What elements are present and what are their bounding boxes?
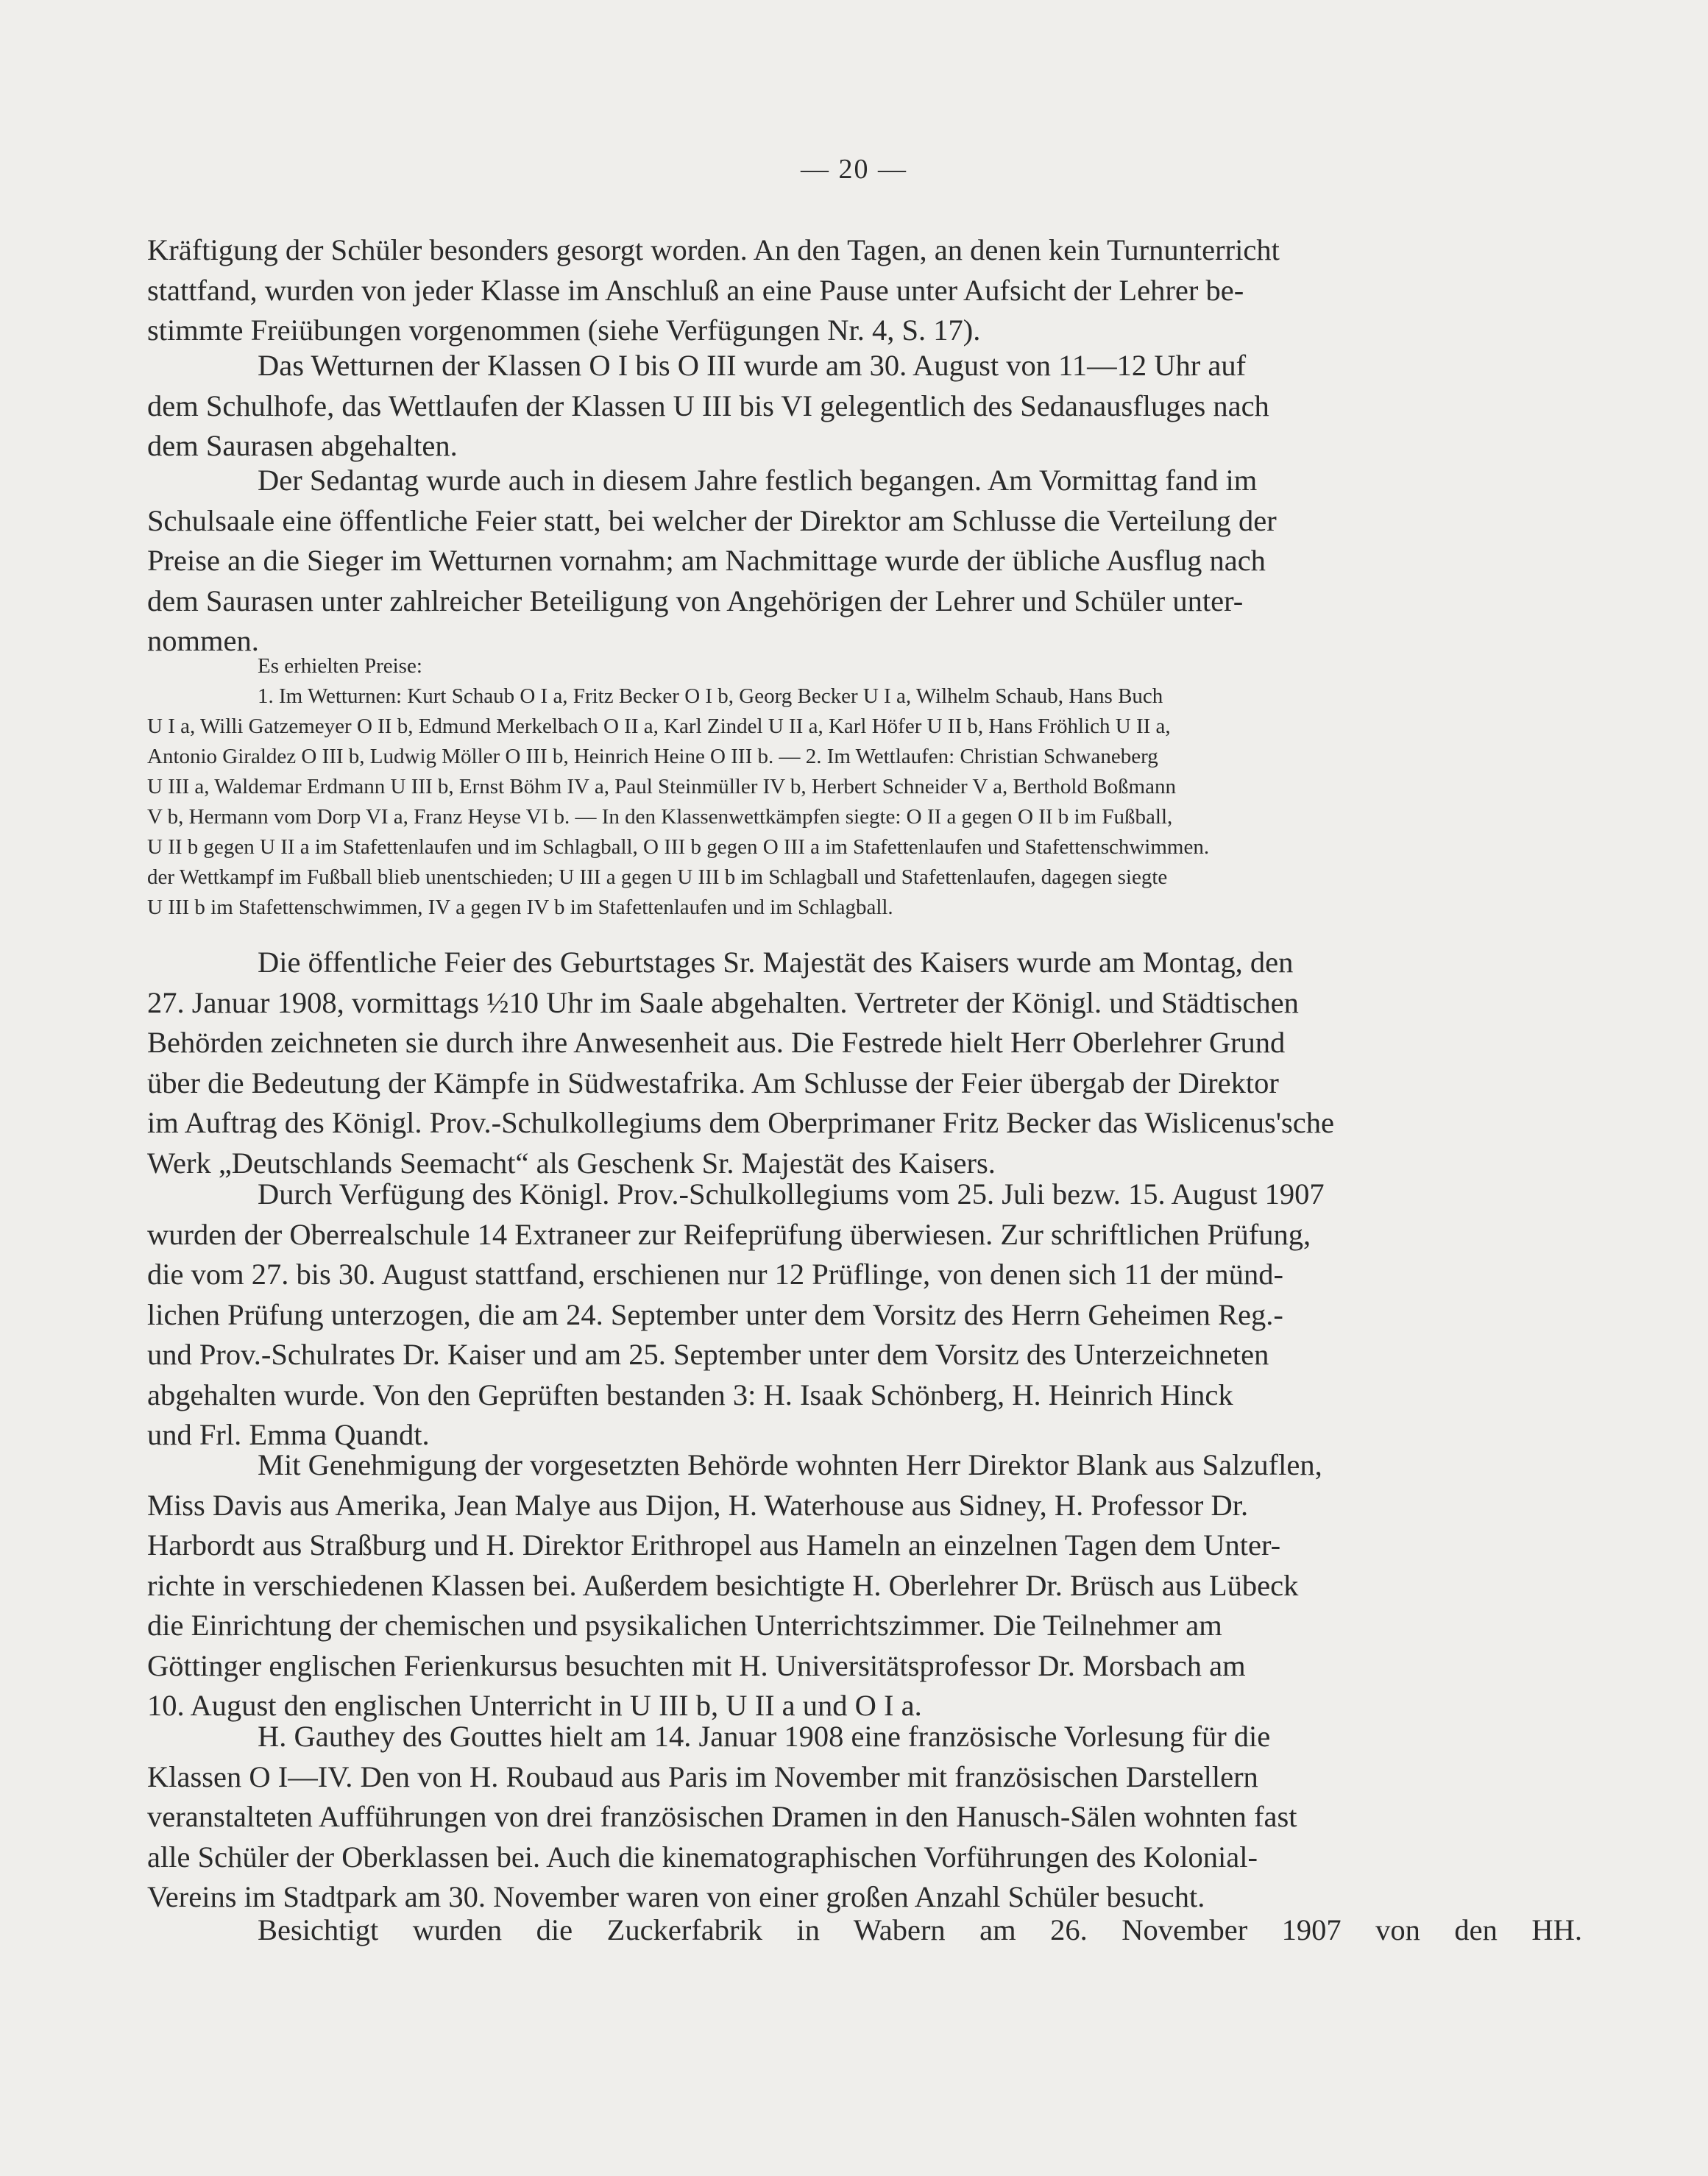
prize-list-intro: Es erhielten Preise: [258, 654, 422, 678]
text-line: die vom 27. bis 30. August stattfand, erschienen nur 12 Prüflinge, von denen sich 11 der münd- [147, 1258, 1283, 1291]
text-line: Durch Verfügung des Königl. Prov.-Schulkollegiums vom 25. Juli bezw. 15. August 1907 [258, 1177, 1325, 1211]
text-line: Schulsaale eine öffentliche Feier statt, bei welcher der Direktor am Schlusse die Verteilung der [147, 503, 1277, 537]
text-line: Das Wetturnen der Klassen O I bis O III wurde am 30. August von 11—12 Uhr auf [258, 349, 1247, 382]
text-line: 10. August den englischen Unterricht in U III b, U II a und O I a. [147, 1689, 922, 1722]
text-line: abgehalten wurde. Von den Geprüften bestanden 3: H. Isaak Schönberg, H. Heinrich Hinck [147, 1378, 1233, 1411]
page-number: — 20 — [801, 154, 907, 185]
text-line: nommen. [147, 624, 259, 657]
text-line: Die öffentliche Feier des Geburtstages Sr. Majestät des Kaisers wurde am Montag, den [258, 946, 1294, 979]
text-line: dem Saurasen unter zahlreicher Beteiligung von Angehörigen der Lehrer und Schüler unter- [147, 584, 1244, 617]
text-line: im Auftrag des Königl. Prov.-Schulkollegiums dem Oberprimaner Fritz Becker das Wislicenus'sche [147, 1106, 1334, 1139]
text-line: dem Saurasen abgehalten. [147, 429, 458, 462]
paragraph-besichtigungen [147, 1910, 1582, 1951]
text-line: wurden der Oberrealschule 14 Extraneer zur Reifeprüfung überwiesen. Zur schriftlichen Prüfung, [147, 1217, 1311, 1251]
text-line: über die Bedeutung der Kämpfe in Südwestafrika. Am Schlusse der Feier übergab der Direktor [147, 1066, 1279, 1099]
text-line: Harbordt aus Straßburg und H. Direktor Erithropel aus Hameln an einzelnen Tagen dem Unter- [147, 1528, 1281, 1562]
text-line: veranstalteten Aufführungen von drei französischen Dramen in den Hanusch-Sälen wohnten fast [147, 1800, 1297, 1833]
paragraph-reifepruefung [147, 1174, 1582, 1456]
paragraph-wetturnen [147, 346, 1582, 467]
text-line: Preise an die Sieger im Wetturnen vornahm; am Nachmittage wurde der übliche Ausflug nach [147, 544, 1266, 577]
text-line: 27. Januar 1908, vormittags ½10 Uhr im Saale abgehalten. Vertreter der Königl. und Städtischen [147, 985, 1299, 1019]
prize-line: U III a, Waldemar Erdmann U III b, Ernst Böhm IV a, Paul Steinmüller IV b, Herbert Schneider V a, Berthold Boßmann [147, 775, 1176, 798]
text-line: richte in verschiedenen Klassen bei. Außerdem besichtigte H. Oberlehrer Dr. Brüsch aus Lübeck [147, 1568, 1299, 1602]
prize-line: 1. Im Wetturnen: Kurt Schaub O I a, Fritz Becker O I b, Georg Becker U I a, Wilhelm Schaub, Hans Buch [258, 684, 1163, 708]
text-line: Kräftigung der Schüler besonders gesorgt worden. An den Tagen, an denen kein Turnunterricht [147, 233, 1280, 266]
text-line: stattfand, wurden von jeder Klasse im Anschluß an eine Pause unter Aufsicht der Lehrer be- [147, 273, 1244, 307]
text-line: stimmte Freiübungen vorgenommen (siehe Verfügungen Nr. 4, S. 17). [147, 313, 981, 347]
text-line: Göttinger englischen Ferienkursus besuchten mit H. Universitätsprofessor Dr. Morsbach am [147, 1648, 1246, 1682]
text-line: Behörden zeichneten sie durch ihre Anwesenheit aus. Die Festrede hielt Herr Oberlehrer Grund [147, 1026, 1286, 1059]
text-line: Miss Davis aus Amerika, Jean Malye aus Dijon, H. Waterhouse aus Sidney, H. Professor Dr. [147, 1488, 1249, 1522]
prize-line: U I a, Willi Gatzemeyer O II b, Edmund Merkelbach O II a, Karl Zindel U II a, Karl Höfer U II b, Hans Fröhlich U II a, [147, 715, 1171, 738]
paragraph-gymnastics-continued [147, 230, 1582, 351]
prize-line: Antonio Giraldez O III b, Ludwig Möller O III b, Heinrich Heine O III b. — 2. Im Wettlaufen: Christian Schwaneberg [147, 745, 1158, 768]
prize-line: der Wettkampf im Fußball blieb unentschieden; U III a gegen U III b im Schlagball und Stafettenlaufen, dagegen siegte [147, 865, 1168, 889]
paragraph-kaisers-geburtstag [147, 943, 1582, 1183]
prize-list [147, 651, 1582, 923]
text-line: die Einrichtung der chemischen und psysikalichen Unterrichtszimmer. Die Teilnehmer am [147, 1609, 1222, 1642]
text-line: H. Gauthey des Gouttes hielt am 14. Januar 1908 eine französische Vorlesung für die [258, 1720, 1271, 1753]
paragraph-besucher [147, 1445, 1582, 1726]
text-line: und Frl. Emma Quandt. [147, 1418, 430, 1451]
text-line: lichen Prüfung unterzogen, die am 24. September unter dem Vorsitz des Herrn Geheimen Reg.- [147, 1297, 1283, 1331]
text-line: Vereins im Stadtpark am 30. November waren von einer großen Anzahl Schüler besucht. [147, 1880, 1205, 1913]
paragraph-sedantag [147, 461, 1582, 662]
text-line: Besichtigt wurden die Zuckerfabrik in Wabern am 26. November 1907 von den HH. [258, 1913, 1582, 1946]
text-line: Werk „Deutschlands Seemacht“ als Geschenk Sr. Majestät des Kaisers. [147, 1146, 996, 1180]
paragraph-vorlesungen [147, 1717, 1582, 1918]
text-line: dem Schulhofe, das Wettlaufen der Klassen U III bis VI gelegentlich des Sedanausfluges nach [147, 389, 1269, 422]
text-line: Mit Genehmigung der vorgesetzten Behörde wohnten Herr Direktor Blank aus Salzuflen, [258, 1448, 1322, 1481]
prize-line: V b, Hermann vom Dorp VI a, Franz Heyse VI b. — In den Klassenwettkämpfen siegte: O II a gegen O II b im Fußball, [147, 805, 1173, 829]
text-line: Der Sedantag wurde auch in diesem Jahre festlich begangen. Am Vormittag fand im [258, 464, 1258, 497]
text-line: Klassen O I—IV. Den von H. Roubaud aus Paris im November mit französischen Darstellern [147, 1759, 1258, 1793]
text-line: und Prov.-Schulrates Dr. Kaiser und am 25. September unter dem Vorsitz des Unterzeichneten [147, 1338, 1269, 1371]
text-line: alle Schüler der Oberklassen bei. Auch die kinematographischen Vorführungen des Kolonial- [147, 1840, 1258, 1874]
prize-line: U II b gegen U II a im Stafettenlaufen und im Schlagball, O III b gegen O III a im Stafettenlaufen und Stafettenschwimmen. [147, 835, 1210, 859]
prize-line: U III b im Stafettenschwimmen, IV a gegen IV b im Stafettenlaufen und im Schlagball. [147, 896, 893, 919]
